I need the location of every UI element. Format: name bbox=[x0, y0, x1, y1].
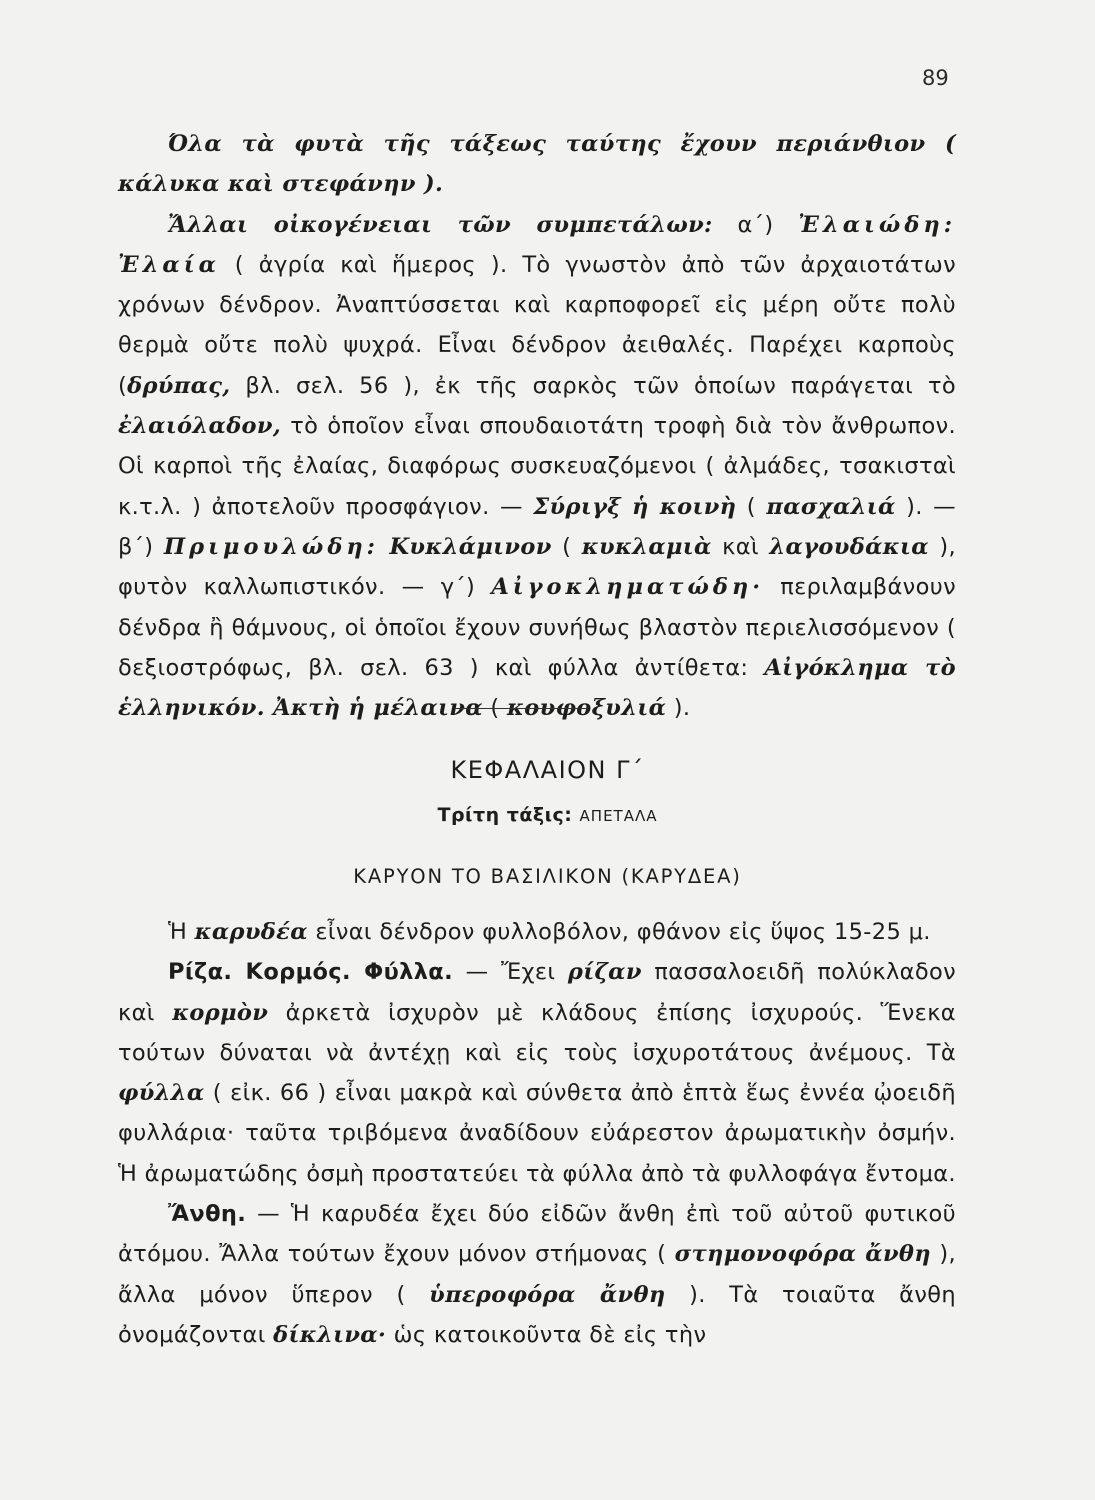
italic-term: Κυκλάμινον bbox=[389, 533, 552, 560]
paragraph-root-trunk-leaves bbox=[118, 952, 956, 1194]
text: καὶ bbox=[711, 533, 770, 560]
italic-term: δρύπας, bbox=[127, 372, 231, 399]
italic-term: ρίζαν bbox=[567, 959, 642, 986]
paragraph-other-families bbox=[118, 205, 956, 729]
text: περιλαμβάνουν δένδρα ἢ θάμνους, οἱ ὁποῖοι ἔχουν συνήθως βλαστὸν περιελισσόμενον ( δεξιοστρόφως, βλ. σελ. 63 ) καὶ φύλλα ἀντίθετα: bbox=[118, 574, 956, 681]
text: Ἡ bbox=[168, 919, 195, 945]
text: τὸ ὁποῖον εἶναι σπουδαιοτάτη τροφὴ διὰ τὸν ἄνθρωπον. Οἱ καρποὶ τῆς ἐλαίας, διαφόρως συσκευαζόμενοι ( ἀλμάδες, τσακισταὶ κ.τ.λ. ) ἀποτελοῦν προσφάγιον. — bbox=[118, 413, 956, 520]
italic-term: Σύριγξ ἡ κοινὴ bbox=[533, 493, 737, 520]
bold-heading: Ρίζα. Κορμός. Φύλλα. bbox=[168, 959, 454, 986]
italic-term: ἐλαιόλαδον, bbox=[118, 413, 282, 440]
paragraph-flowers bbox=[118, 1194, 956, 1355]
text: α΄) bbox=[712, 211, 799, 238]
text bbox=[379, 534, 389, 560]
spaced-term: Πριμουλώδη: bbox=[163, 533, 379, 560]
chapter-title: ΚΕΦΑΛΑΙΟΝ Γ΄ bbox=[450, 756, 645, 784]
text: ( ἀγρία καὶ ἥμερος ). Τὸ γνωστὸν ἀπὸ τῶν ἀρχαιοτάτων χρόνων δένδρον. Ἀναπτύσσεται καὶ καρποφορεῖ εἰς μέρη οὔτε πολὺ θερμὰ οὔτε πολὺ ψυχρά. Εἶναι δένδρον ἀειθαλές. Παρέχει καρποὺς ( bbox=[118, 251, 956, 399]
page-number: 89 bbox=[922, 66, 949, 90]
text: βλ. σελ. 56 ), ἐκ τῆς σαρκὸς τῶν ὁποίων παράγεται τὸ bbox=[230, 372, 956, 399]
spaced-term: Αἰγοκληματώδη· bbox=[491, 574, 765, 601]
italic-term: δίκλινα· bbox=[273, 1321, 387, 1348]
italic-text: Ἄλλαι οἰκογένειαι τῶν συμπετάλων: bbox=[168, 211, 713, 238]
italic-term: κουφοξυλιά bbox=[507, 695, 667, 722]
italic-term: στημονοφόρα ἄνθη bbox=[674, 1241, 931, 1268]
text: ὡς κατοικοῦντα δὲ εἰς τὴν bbox=[386, 1321, 707, 1348]
class-name: ΑΠΕΤΑΛΑ bbox=[579, 807, 658, 825]
text: ). — β΄) bbox=[118, 493, 956, 560]
text: εἶναι δένδρον φυλλοβόλον, φθάνον εἰς ὕψος 15-25 μ. bbox=[307, 919, 931, 945]
text: ). bbox=[666, 695, 691, 722]
italic-term: πασχαλιά bbox=[766, 493, 896, 520]
text-block-walnut bbox=[118, 912, 956, 1355]
italic-term: κυκλαμιὰ bbox=[581, 533, 712, 560]
spaced-term: Ἐλαιώδη: Ἐλαία bbox=[118, 211, 956, 278]
bold-heading: Ἄνθη. bbox=[168, 1201, 247, 1228]
text: ). Τὰ τοιαῦτα ἄνθη ὀνομάζονται bbox=[118, 1281, 957, 1348]
italic-term: καρυδέα bbox=[194, 919, 308, 945]
paragraph-orders-summary bbox=[118, 124, 956, 205]
italic-term: Αἰγόκλημα τὸ ἑλληνικόν. Ἀκτὴ ἡ μέλαινα bbox=[118, 654, 956, 722]
italic-term: λαγουδάκια bbox=[769, 533, 929, 560]
section-divider bbox=[454, 708, 588, 709]
italic-term: ὑπεροφόρα ἄνθη bbox=[429, 1281, 666, 1308]
class-heading bbox=[0, 804, 1095, 826]
species-title: ΚΑΡΥΟΝ ΤΟ ΒΑΣΙΛΙΚΟΝ (ΚΑΡΥΔΕΑ) bbox=[353, 865, 742, 888]
text: — Ἔχει bbox=[453, 959, 568, 986]
text: ( bbox=[551, 533, 582, 560]
text: — Ἡ καρυδέα ἔχει δύο εἰδῶν ἄνθη ἐπὶ τοῦ αὐτοῦ φυτικοῦ ἀτόμου. Ἄλλα τούτων ἔχουν μόνον στήμονας ( bbox=[118, 1201, 956, 1268]
paragraph-walnut-intro bbox=[118, 912, 956, 952]
text: ), ἄλλα μόνον ὕπερον ( bbox=[118, 1241, 956, 1308]
text: πασσαλοειδῆ πολύκλαδον καὶ bbox=[118, 959, 956, 1026]
italic-term: φύλλα bbox=[118, 1080, 205, 1107]
text: ( bbox=[482, 695, 508, 722]
text: ), φυτὸν καλλωπιστικόν. — γ΄) bbox=[118, 533, 956, 601]
text: ( εἰκ. 66 ) εἶναι μακρὰ καὶ σύνθετα ἀπὸ ἑπτὰ ἕως ἐννέα ᾠοειδῆ φυλλάρια· ταῦτα τριβόμενα ἀναδίδουν εὐάρεστον ἀρωματικὴν ὀσμήν. Ἡ ἀρωματώδης ὀσμὴ προστατεύει τὰ φύλλα ἀπὸ τὰ φυλλοφάγα ἔντομα. bbox=[118, 1080, 956, 1187]
class-label: Τρίτη τάξις: bbox=[437, 804, 573, 826]
text: ( bbox=[736, 493, 767, 520]
italic-term: κορμὸν bbox=[172, 999, 269, 1026]
text-block-top bbox=[118, 124, 956, 728]
text: ἀρκετὰ ἰσχυρὸν μὲ κλάδους ἐπίσης ἰσχυρούς. Ἕνεκα τούτων δύναται νὰ ἀντέχῃ καὶ εἰς τοὺς ἰσχυροτάτους ἀνέμους. Τὰ bbox=[118, 999, 956, 1066]
italic-text: Όλα τὰ φυτὰ τῆς τάξεως ταύτης ἔχουν περιάνθιον ( κάλυκα καὶ στεφάνην ). bbox=[118, 131, 956, 198]
